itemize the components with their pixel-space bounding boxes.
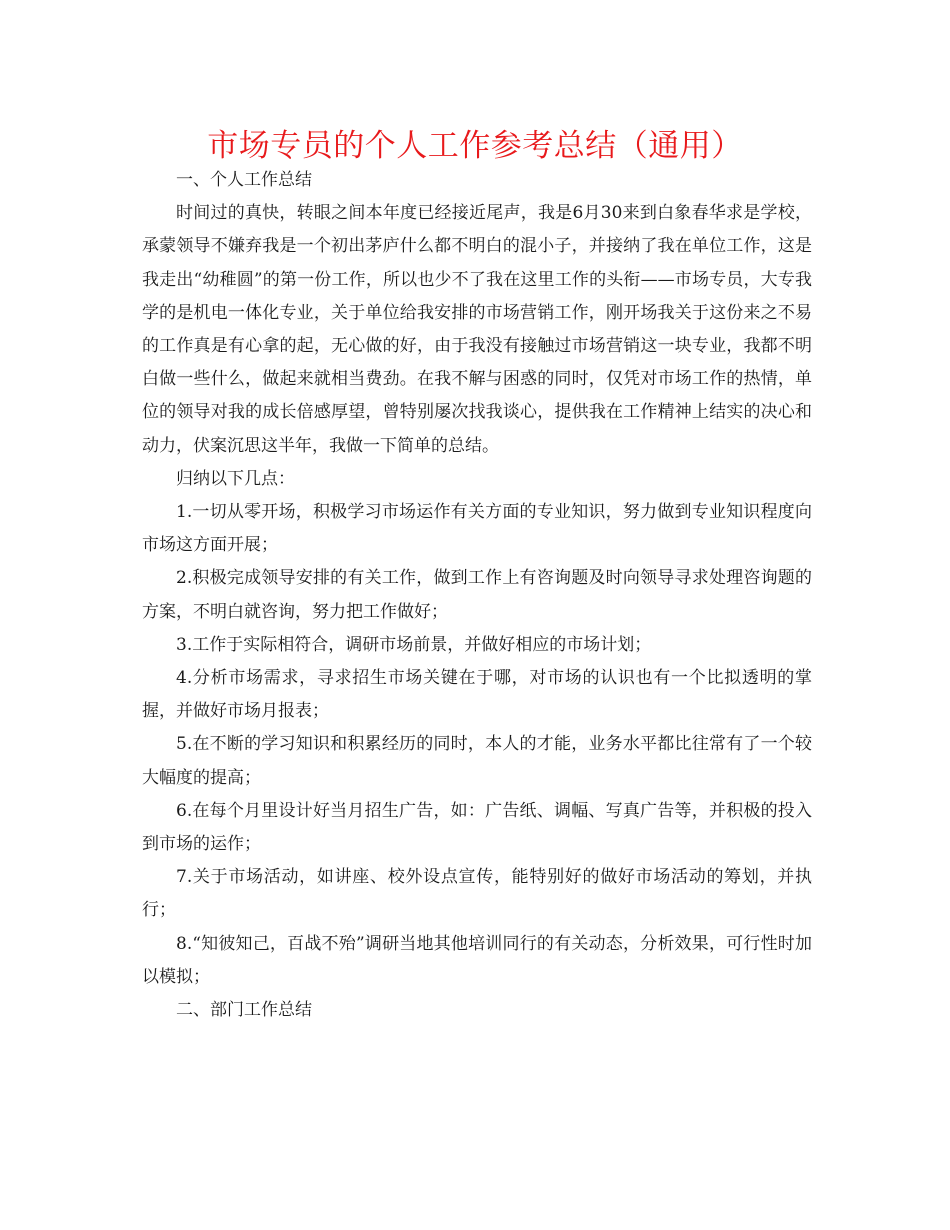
section-heading-1: 一、个人工作总结 [176, 170, 312, 190]
intro-paragraph: 时间过的真快，转眼之间本年度已经接近尾声，我是6月30来到白象春华求是学校，承蒙领导不嫌弃我是一个初出茅庐什么都不明白的混小子，并接纳了我在单位工作，这是我走出“幼稚圆”的第一份工作，所以也少不了我在这里工作的头衔——市场专员，大专我学的是机电一体化专业，关于单位给我安排的市场营销工作，刚开场我关于这份来之不易的工作真是有心拿的起，无心做的好，由于我没有接触过市场营销这一块专业，我都不明白做一些什么，做起来就相当费劲。在我不解与困惑的同时，仅凭对市场工作的热情，单位的领导对我的成长倍感厚望，曾特别屡次找我谈心，提供我在工作精神上结实的决心和动力，伏案沉思这半年，我做一下简单的总结。 [142, 203, 812, 456]
summary-lead: 归纳以下几点： [176, 468, 295, 489]
list-item: 5.在不断的学习知识和积累经历的同时，本人的才能，业务水平都比往常有了一个较大幅度的提高； [142, 734, 812, 788]
list-item: 7.关于市场活动，如讲座、校外设点宣传，能特别好的做好市场活动的筹划，并执行； [142, 867, 812, 921]
list-item: 8.“知彼知己，百战不殆”调研当地其他培训同行的有关动态，分析效果，可行性时加以模拟； [142, 933, 812, 987]
list-item: 6.在每个月里设计好当月招生广告，如：广告纸、调幅、写真广告等，并积极的投入到市场的运作； [142, 800, 812, 855]
list-item: 4.分析市场需求，寻求招生市场关键在于哪，对市场的认识也有一个比拟透明的掌握，并做好市场月报表； [142, 668, 812, 722]
list-item: 3.工作于实际相符合，调研市场前景，并做好相应的市场计划； [176, 634, 652, 655]
document-body [142, 164, 812, 1027]
list-item: 2.积极完成领导安排的有关工作，做到工作上有咨询题及时向领导寻求处理咨询题的方案，不明白就咨询，努力把工作做好； [142, 568, 812, 622]
section-heading-2: 二、部门工作总结 [176, 1000, 312, 1021]
list-item: 1.一切从零开场，积极学习市场运作有关方面的专业知识，努力做到专业知识程度向市场这方面开展； [142, 502, 812, 556]
document-title: 市场专员的个人工作参考总结（通用） [207, 128, 743, 164]
